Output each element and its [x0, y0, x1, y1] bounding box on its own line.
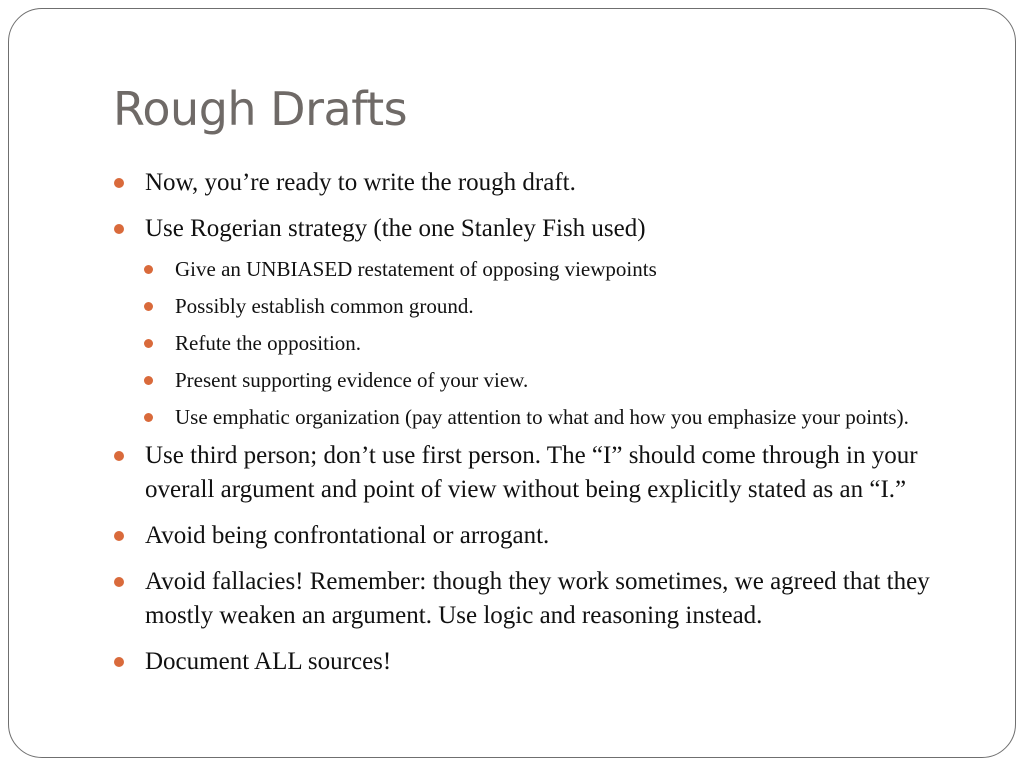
bullet-text: Avoid being confrontational or arrogant. — [145, 522, 550, 549]
bullet-item — [113, 565, 973, 633]
bullet-dot-icon — [144, 376, 153, 385]
bullet-list — [113, 166, 973, 691]
bullet-item — [113, 439, 973, 507]
bullet-text: Avoid fallacies! Remember: though they work sometimes, we agreed that they mostly weaken an argument. Use logic and reasoning instead. — [145, 568, 930, 629]
sub-bullet-item — [143, 365, 973, 395]
bullet-item — [113, 645, 973, 679]
bullet-dot-icon — [144, 339, 153, 348]
slide-title: Rough Drafts — [113, 82, 408, 136]
sub-bullet-text: Give an UNBIASED restatement of opposing viewpoints — [175, 257, 657, 281]
sub-bullet-text: Present supporting evidence of your view. — [175, 368, 529, 392]
bullet-dot-icon — [114, 178, 124, 188]
bullet-dot-icon — [144, 302, 153, 311]
bullet-item — [113, 212, 973, 246]
sub-bullet-item — [143, 291, 973, 321]
bullet-dot-icon — [114, 224, 124, 234]
sub-bullet-text: Use emphatic organization (pay attention to what and how you emphasize your points). — [175, 405, 909, 429]
bullet-dot-icon — [144, 265, 153, 274]
bullet-text: Document ALL sources! — [145, 648, 392, 675]
bullet-item — [113, 519, 973, 553]
bullet-text: Use third person; don’t use first person. The “I” should come through in your overall argument and point of view without being explicitly stated as an “I.” — [145, 442, 918, 503]
bullet-item — [113, 166, 973, 200]
bullet-dot-icon — [114, 451, 124, 461]
bullet-dot-icon — [114, 577, 124, 587]
bullet-dot-icon — [144, 413, 153, 422]
bullet-text: Now, you’re ready to write the rough draft. — [145, 169, 576, 196]
sub-bullet-item — [143, 254, 973, 284]
bullet-text: Use Rogerian strategy (the one Stanley Fish used) — [145, 215, 646, 242]
bullet-dot-icon — [114, 531, 124, 541]
sub-bullet-item — [143, 328, 973, 358]
bullet-dot-icon — [114, 657, 124, 667]
sub-bullet-item — [143, 402, 973, 432]
sub-bullet-text: Possibly establish common ground. — [175, 294, 474, 318]
sub-bullet-text: Refute the opposition. — [175, 331, 362, 355]
